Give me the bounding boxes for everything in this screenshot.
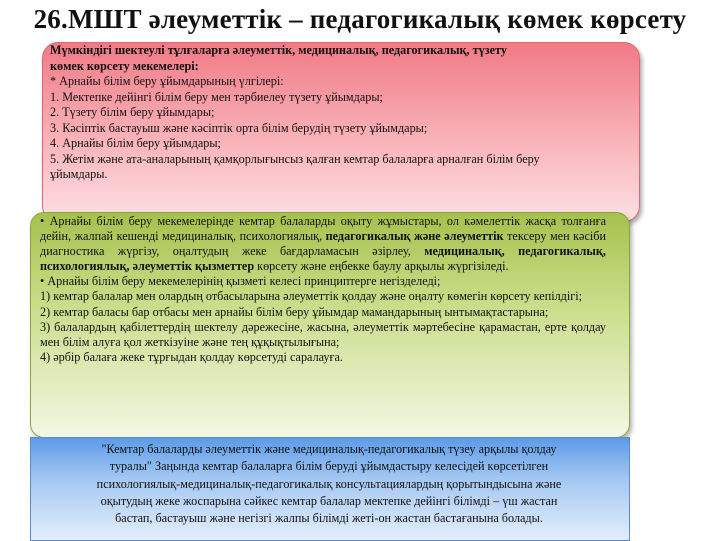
institutions-line: 2. Түзету білім беру ұйымдары;	[50, 105, 215, 119]
law-line: бастап, бастауыш және негізгі жалпы білімді жеті-он жастан бастағанына болады.	[115, 511, 543, 526]
principle-item-4: 4) әрбір балаға жеке тұрғыдан қолдау көрсетуді саралауға.	[40, 349, 343, 364]
law-line: туралы" Заңында кемтар балаларға білім беруді ұйымдастыру келесідей көрсетілген	[109, 459, 549, 474]
principle-item-3: 3) балалардың қабілеттердің шектелу дәрежесіне, жасына, әлеуметтік мәртебесіне қарамастан, ерте қолдау мен білім алуға қол жеткізуіне және тең құқықтылығына;	[40, 319, 606, 349]
law-text	[45, 441, 613, 527]
law-line: оқытудың жеке жоспарына сәйкес кемтар балалар мектепке дейінгі білімді – үш жастан	[100, 493, 558, 508]
institutions-heading-line-2: көмек көрсету мекемелері:	[50, 58, 199, 73]
institutions-line: 1. Мектепке дейінгі білім беру мен тәрбиелеу түзету ұйымдары;	[50, 89, 383, 104]
institutions-line: 5. Жетім және ата-аналарының қамқорлығынсыз қалған кемтар балаларға арналған білім беру	[50, 151, 540, 166]
principles-paragraph: • Арнайы білім беру мекемелерінің қызметі келесі принциптерге негізделеді;	[40, 274, 441, 289]
institutions-line: 3. Кәсіптік бастауыш және кәсіптік орта білім берудің түзету ұйымдары;	[50, 120, 428, 135]
institutions-line: ұйымдары.	[50, 167, 108, 181]
intro-text-a: • Арнайы білім беру мекемелерінде кемтар балаларды оқыту жұмыстары, ол кәмелеттік жасқа толғанға дейін, жалпай кешенді медициналық, психологиялық,	[40, 214, 606, 244]
intro-bold-a: педагогикалық және әлеуметтік	[325, 229, 504, 244]
principle-item-1: 1) кемтар балалар мен олардың отбасыларына әлеуметтік қолдау және оңалту көмегін көрсету кепілдігі;	[40, 289, 583, 304]
intro-text-c: көрсету және еңбекке баулу арқылы жүргізіледі.	[254, 259, 509, 274]
institutions-heading-line-1: Мүмкіндігі шектеулі тұлғаларға әлеуметтік, медициналық, педагогикалық, түзету	[50, 43, 507, 57]
principles-paragraph-intro	[40, 214, 606, 274]
institutions-line: 4. Арнайы білім беру ұйымдары;	[50, 136, 221, 150]
institutions-text	[50, 43, 635, 183]
institutions-line: * Арнайы білім беру ұйымдарының үлгілері:	[50, 74, 284, 88]
principles-text	[40, 214, 606, 365]
law-line: психологиялық-медициналық-педагогикалық консультациялардың қорытындысына және	[96, 476, 562, 491]
page-title: 26.МШТ әлеуметтік – педагогикалық көмек көрсету	[33, 4, 687, 34]
intro-text-b: тексеру мен кәсіби диагностика жүргізу, оңалтудың жеке бағдарламасын әзірлеу,	[40, 229, 606, 259]
law-line: "Кемтар балаларды әлеуметтік және медициналық-педагогикалық түзеу арқылы қолдау	[101, 442, 557, 456]
principle-item-2: 2) кемтар баласы бар отбасы мен арнайы білім беру ұйымдар мамандарының ынтымақтастарына;	[40, 304, 549, 319]
intro-bold-b: медициналық, педагогикалық, психологиялық, әлеуметтік қызметтер	[40, 244, 606, 274]
